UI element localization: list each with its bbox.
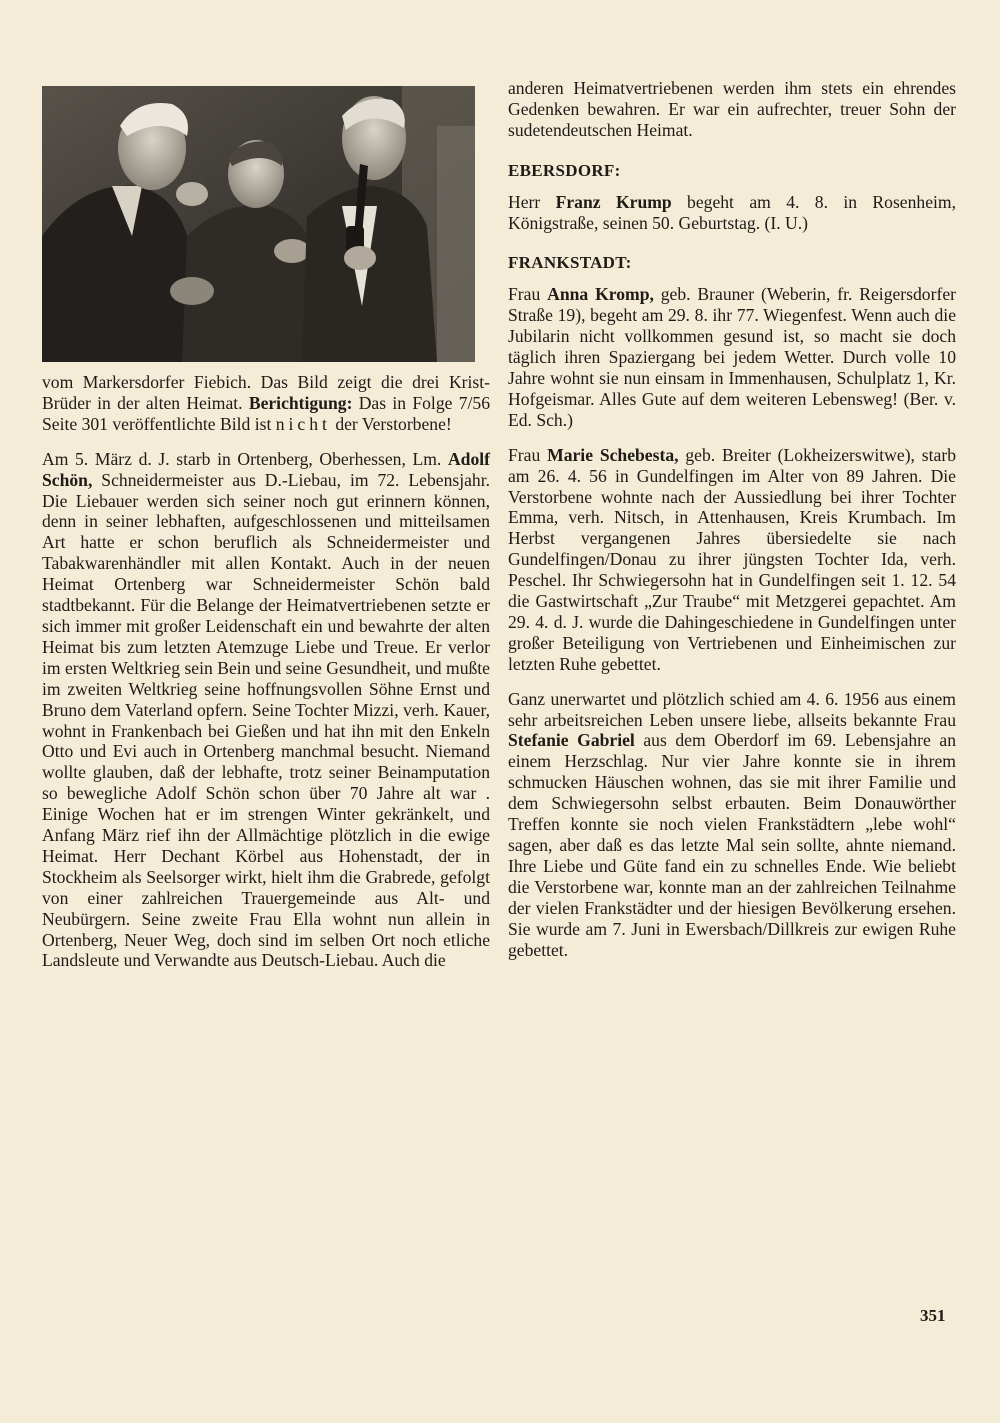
person-name: Marie Schebesta, bbox=[547, 444, 679, 465]
page-number: 351 bbox=[920, 1306, 946, 1325]
section-heading-ebersdorf: EBERSDORF: bbox=[508, 160, 621, 180]
person-name: Adolf Schön, bbox=[42, 448, 490, 490]
left-column bbox=[42, 372, 490, 979]
person-name: Anna Kromp, bbox=[547, 284, 654, 305]
notice-text: begeht am 4. 8. in Rosenheim, Königstraße, seinen 50. Geburtstag. (I. U.) bbox=[508, 191, 956, 233]
notice-text: aus dem Oberdorf im 69. Lebensjahre an einem Herzschlag. Nur vier Jahre konnte sie in ihrem schmucken Häuschen wohnen, das sie mit ihrer Familie und dem Schwiegersohn selbst erbauten. Beim Donauwörther Treffen konnte sie noch vielen Frankstädtern „lebe wohl“ sagen, aber daß es das letzte Mal sein sollte, ahnte niemand. Ihre Liebe und Güte fand ein zu schnelles Ende. Wie beliebt die Verstorbene war, konnte man an der zahlreichen Teilnahme der vielen Frankstädter und der hiesigen Bevölkerung ersehen. Sie wurde am 7. Juni in Ewersbach/Dillkreis zur ewigen Ruhe gebettet. bbox=[508, 730, 957, 960]
person-name: Franz Krump bbox=[555, 191, 672, 212]
obituary-text: Schneidermeister aus D.-Liebau, im 72. Lebensjahr. Die Liebauer werden sich seiner noch gut erinnern können, denn in seiner lebhaften, aufgeschlossenen und mitteilsamen Art hatte er schon beruflich als Schneidermeister und Tabakwarenhändler mit allen Kontakt. Auch in der neuen Heimat Ortenberg war Schneidermeister Schön bald stadtbekannt. Für die Belange der Heimatvertriebenen setzte er sich immer mit großer Leidenschaft ein und bewahrte der alten Heimat bis zum letzten Atemzuge Liebe und Treue. Er verlor im ersten Weltkrieg sein Bein und seine Gesundheit, und mußte im zweiten Weltkrieg seine hoffnungsvollen Söhne Ernst und Bruno dem Vaterland opfern. Seine Tochter Mizzi, verh. Kauer, wohnt in Frankenbach bei Gießen und hat ihn mit den Enkeln Otto und Evi auch in Ortenberg manchmal besucht. Niemand wollte glauben, daß der lebhafte, trotz seiner Beinamputation so bewegliche Adolf Schön schon über 70 Jahre alt war . Einige Wochen hat er im strengen Winter gekränkelt, und Anfang März rief ihn der Allmächtige plötzlich in die ewige Heimat. Herr Dechant Körbel aus Hohenstadt, der in Stockheim als Seelsorger wirkt, hielt ihm die Grabrede, gefolgt von einer zahlreichen Trauergemeinde aus Alt- und Neubürgern. Seine zweite Frau Ella wohnt nun allein in Ortenberg, Neuer Weg, doch sind im selben Ort noch etliche Landsleute und Verwandte aus Deutsch-Liebau. Auch die bbox=[42, 469, 490, 971]
photo-three-brothers bbox=[42, 86, 475, 362]
correction-label: Berichtigung: bbox=[248, 392, 353, 413]
photo-caption bbox=[42, 372, 490, 435]
obituary-text: Am 5. März d. J. starb in Ortenberg, Oberhessen, Lm. bbox=[42, 448, 448, 469]
notice-anna-kromp bbox=[508, 284, 956, 430]
caption-text: der Verstorbene! bbox=[330, 413, 452, 434]
notice-text: geb. Breiter (Lokheizerswitwe), starb am 26. 4. 56 in Gundelfingen im Alter von 89 Jahren. Die Verstorbene wohnte nach der Aussiedlung bei ihrer Tochter Emma, verh. Nitsch, in Attenhausen, Kreis Krumbach. Im Herbst vergangenen Jahres übersiedelte sie nach Gundelfingen/Donau zu ihrer jüngsten Tochter Ida, verh. Peschel. Ihr Schwiegersohn hat in Gundelfingen seit 1. 12. 54 die Gastwirtschaft „Zur Traube“ mit Metzgerei gepachtet. Am 29. 4. d. J. wurde die Dahingeschiedene in Gundelfingen unter großer Beteiligung von Vertriebenen und Einheimischen zur letzten Ruhe gebettet. bbox=[508, 444, 956, 674]
caption-text: Das in Folge 7/56 Seite 301 veröffentlichte Bild ist bbox=[42, 392, 490, 434]
notice-text: Frau bbox=[508, 284, 548, 305]
emphasis-nicht: nicht bbox=[275, 413, 331, 434]
notice-text: Ganz unerwartet und plötzlich schied am 4. 6. 1956 aus einem sehr arbeitsreichen Leben unsere liebe, allseits bekannte Frau bbox=[508, 688, 956, 730]
notice-text: geb. Brauner (Weberin, fr. Reigersdorfer Straße 19), begeht am 29. 8. ihr 77. Wiegenfest. Wenn auch die Jubilarin nicht vollkommen gesund ist, so macht sie doch täglich ihren Spaziergang bei jedem Wetter. Durch volle 10 Jahre wohnt sie nun einsam in Immenhausen, Schulplatz 1, Kr. Hofgeismar. Alles Gute auf dem weiteren Lebensweg! (Ber. v. Ed. Sch.) bbox=[508, 284, 956, 430]
notice-text: Herr bbox=[508, 191, 556, 212]
right-column bbox=[508, 78, 956, 968]
obituary-continuation: anderen Heimatvertriebenen werden ihm stets ein ehrendes Gedenken bewahren. Er war ein aufrechter, treuer Sohn der sudetendeutschen Heimat. bbox=[508, 78, 956, 140]
caption-text: vom Markersdorfer Fiebich. Das Bild zeigt die drei Krist-Brüder in der alten Heimat. bbox=[42, 372, 490, 413]
section-heading-frankstadt: FRANKSTADT: bbox=[508, 253, 632, 273]
notice-marie-schebesta bbox=[508, 445, 956, 675]
person-name: Stefanie Gabriel bbox=[508, 730, 635, 751]
notice-franz-krump bbox=[508, 192, 956, 234]
obituary-adolf-schoen bbox=[42, 449, 490, 972]
notice-stefanie-gabriel bbox=[508, 689, 956, 961]
notice-text: Frau bbox=[508, 444, 548, 465]
